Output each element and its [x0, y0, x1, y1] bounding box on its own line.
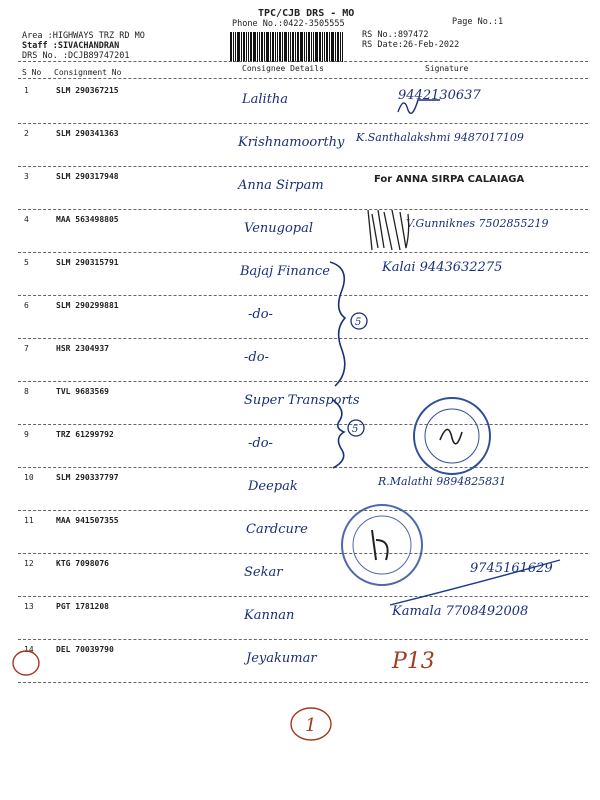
group-bracket-b: [333, 400, 344, 468]
row-consignee-name: Kannan: [244, 608, 295, 623]
super-transports-stamp: [414, 398, 490, 474]
row-consignee-name: Sekar: [244, 565, 283, 580]
row-sno: 5: [24, 258, 29, 267]
row14-circle: [13, 651, 39, 675]
col-header-consignee: Consignee Details: [242, 64, 324, 73]
row-sno: 13: [24, 602, 34, 611]
row-sno: 11: [24, 516, 34, 525]
group-count-b: 5: [352, 424, 359, 435]
document-title: TPC/CJB DRS - MO: [258, 8, 355, 19]
row-consignment-no: TRZ 61299792: [56, 430, 114, 439]
row-consignment-no: MAA 941507355: [56, 516, 119, 525]
group-bracket-a: [330, 262, 345, 386]
lalitha-signature: [398, 100, 440, 113]
row-sno: 8: [24, 387, 29, 396]
row-consignment-no: SLM 290337797: [56, 473, 119, 482]
row-consignment-no: SLM 290315791: [56, 258, 119, 267]
footer-mark: 1: [305, 715, 317, 736]
row-signature: K.Santhalakshmi 9487017109: [356, 131, 524, 144]
row-sno: 2: [24, 129, 29, 138]
rs-number: RS No.:897472: [362, 30, 429, 40]
row-consignee-name: Deepak: [248, 479, 298, 494]
area-field: Area :HIGHWAYS TRZ RD MO: [22, 31, 145, 41]
phone-number: Phone No.:0422-3505555: [232, 19, 345, 29]
row-signature: Kamala 7708492008: [392, 604, 529, 619]
row-consignment-no: SLM 290341363: [56, 129, 119, 138]
row-signature: R.Malathi 9894825831: [378, 475, 507, 488]
staff-field: Staff :SIVACHANDRAN: [22, 41, 120, 51]
row-sno: 4: [24, 215, 29, 224]
row-sno: 14: [24, 645, 34, 654]
row-consignee-name: Bajaj Finance: [240, 264, 330, 279]
rs-date: RS Date:26-Feb-2022: [362, 40, 460, 50]
col-header-consignment: Consignment No: [54, 68, 122, 77]
carbcure-stamp: [342, 505, 422, 585]
row-consignment-no: SLM 290367215: [56, 86, 119, 95]
page-number: Page No.:1: [452, 17, 504, 27]
row-consignee-name: Krishnamoorthy: [238, 135, 345, 150]
row-sno: 3: [24, 172, 29, 181]
drs-number: DRS No. :DCJB89747201: [22, 51, 130, 61]
row-consignee-name: Jeyakumar: [246, 651, 317, 666]
group-count-a: 5: [355, 317, 362, 328]
row-consignment-no: TVL 9683569: [56, 387, 109, 396]
row-signature: 9745161629: [470, 561, 553, 576]
row-consignee-name: -do-: [248, 307, 273, 322]
row-consignee-name: Anna Sirpam: [238, 178, 324, 193]
row-consignment-no: MAA 563498805: [56, 215, 119, 224]
row-signature: 9442130637: [398, 88, 481, 103]
row-consignee-name: Venugopal: [244, 221, 314, 236]
row-signature: V.Gunniknes 7502855219: [406, 217, 549, 230]
row-consignment-no: SLM 290317948: [56, 172, 119, 181]
row-consignee-name: Cardcure: [246, 522, 308, 537]
col-header-sno: S No: [22, 68, 42, 77]
row-sno: 6: [24, 301, 29, 310]
row-sno: 1: [24, 86, 29, 95]
row-signature: P13: [392, 649, 435, 674]
row-consignment-no: DEL 70039790: [56, 645, 114, 654]
row-consignee-name: Lalitha: [242, 92, 289, 107]
row-consignee-name: -do-: [248, 436, 273, 451]
row-consignment-no: HSR 2304937: [56, 344, 109, 353]
row-sno: 10: [24, 473, 34, 482]
row-consignment-no: SLM 290299881: [56, 301, 119, 310]
row-sno: 7: [24, 344, 29, 353]
row-consignee-name: Super Transports: [244, 393, 360, 408]
col-header-signature: Signature: [425, 64, 469, 73]
venugopal-signature: [368, 210, 409, 250]
row-consignment-no: PGT 1781208: [56, 602, 109, 611]
row-signature: For ANNA SIRPA CALAIAGA: [374, 174, 525, 185]
row-consignee-name: -do-: [244, 350, 269, 365]
row-sno: 12: [24, 559, 34, 568]
row-consignment-no: KTG 7098076: [56, 559, 109, 568]
row-signature: Kalai 9443632275: [382, 260, 503, 275]
row-sno: 9: [24, 430, 29, 439]
